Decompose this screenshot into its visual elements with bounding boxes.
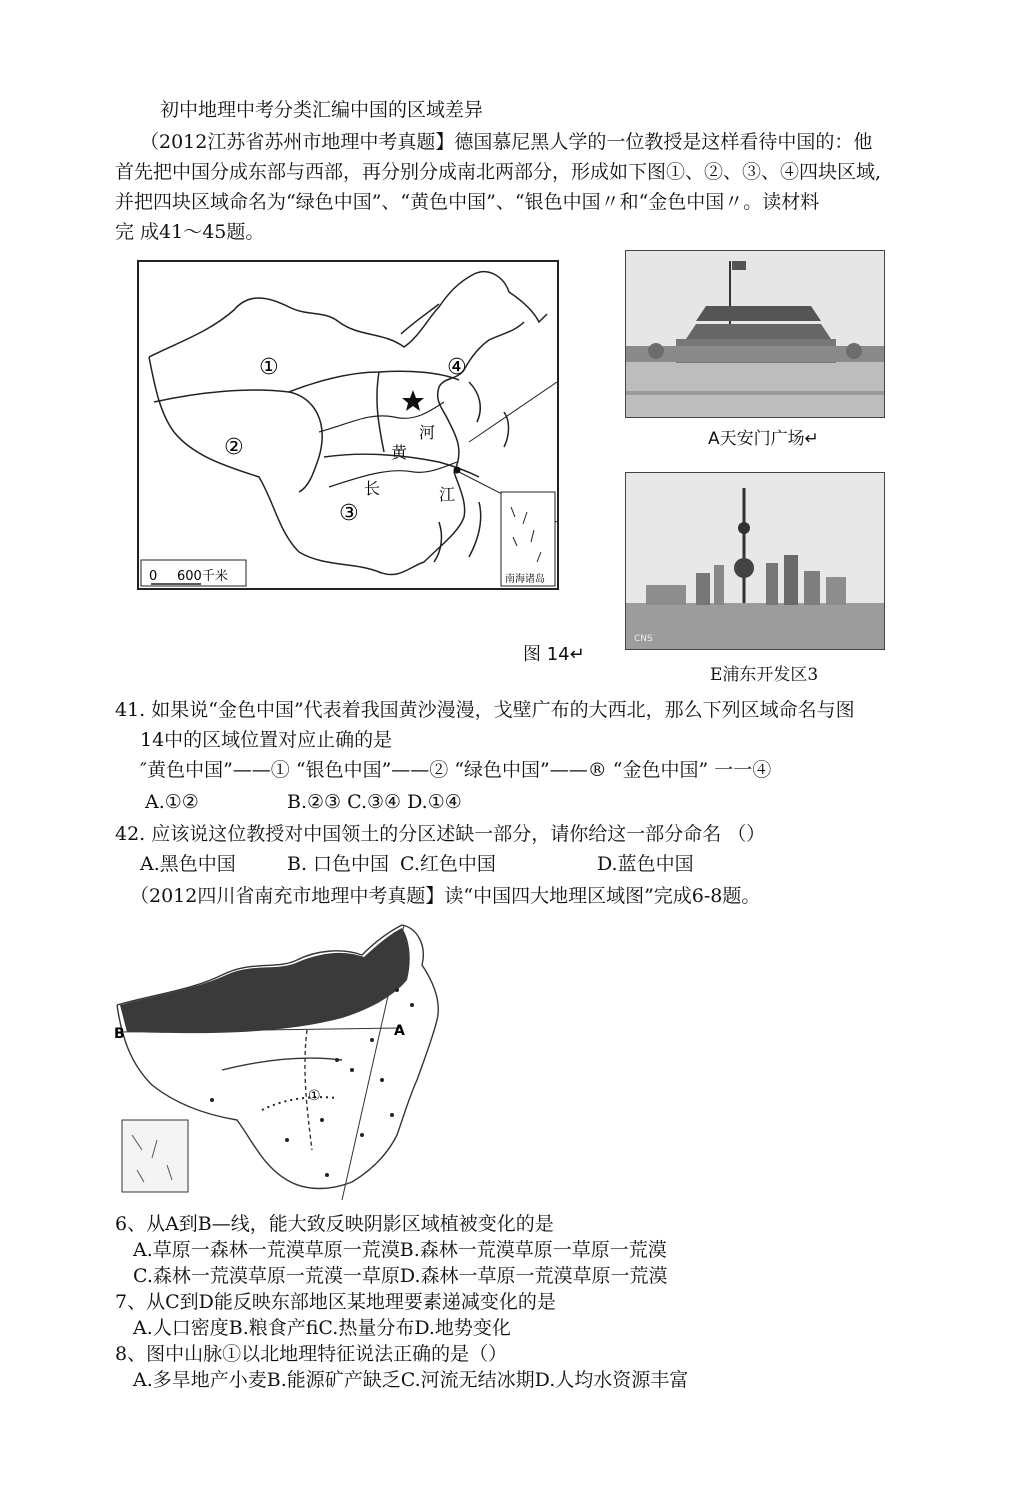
intro-line-2: 首先把中国分成东部与西部，再分别分成南北两部分，形成如下图①、②、③、④四块区域,	[115, 161, 882, 183]
q7-stem: 7、从C到D能反映东部地区某地理要素递减变化的是	[115, 1291, 556, 1313]
river-label-jiang: 江	[439, 485, 456, 504]
region-label-1: ①	[259, 355, 279, 380]
region-label-4: ④	[447, 355, 467, 380]
region-label-2: ②	[224, 435, 244, 460]
q6-stem: 6、从A到B—线，能大致反映阴影区域植被变化的是	[115, 1213, 554, 1235]
q42-option-c: C.红色中国	[400, 853, 496, 875]
intro-line-4: 完 成41〜45题。	[115, 221, 265, 243]
four-regions-map-drawing	[112, 920, 457, 1210]
q41-stem-3: ″黄色中国”——① “银色中国”——② “绿色中国”——® “金色中国” 一一④	[140, 759, 772, 781]
intro-line-3: 并把四块区域命名为“绿色中国”、“黄色中国”、“银色中国〃和“金色中国〃。读材料	[115, 191, 820, 213]
q42-stem: 42. 应该说这位教授对中国领土的分区述缺一部分，请你给这一部分命名 （）	[115, 823, 766, 845]
q42-option-d: D.蓝色中国	[597, 853, 694, 875]
photo-tiananmen	[625, 250, 885, 418]
document-title: 初中地理中考分类汇编中国的区域差异	[160, 99, 484, 121]
q7-options-line-1: A.人口密度B.粮食产fiC.热量分布D.地势变化	[133, 1317, 511, 1339]
inset-label: 南海诸岛	[505, 574, 545, 585]
river-label-huang: 黄	[391, 443, 408, 462]
q41-option-a: A.①②	[145, 791, 199, 813]
q41-stem-2: 14中的区域位置对应止确的是	[140, 729, 393, 751]
shaded-northwest-region	[120, 928, 410, 1033]
q8-options-line-1: A.多旱地产小麦B.能源矿产缺乏C.河流无结冰期D.人均水资源丰富	[133, 1369, 689, 1391]
scale-distance-label: 600千米	[177, 569, 228, 584]
region-label-3: ③	[339, 501, 359, 526]
figure-14-caption: 图 14↵	[523, 644, 585, 665]
photo-a-caption: A天安门广场↵	[708, 429, 819, 449]
shanghai-dot	[454, 467, 461, 474]
q42-option-a: A.黑色中国	[140, 853, 236, 875]
map2-label-a: A	[394, 1023, 405, 1039]
photo-b-caption: E浦东开发区3	[710, 665, 819, 685]
photo-pudong	[625, 472, 885, 650]
map2-label-1: ①	[308, 1088, 321, 1104]
scale-zero-label: 0	[149, 569, 158, 584]
q6-options-line-1: A.草原一森林一荒漠草原一荒漠B.森林一荒漠草原一草原一荒漠	[133, 1239, 667, 1261]
south-sea-inset	[122, 1120, 188, 1192]
q41-options-bcd: B.②③ C.③④ D.①④	[287, 791, 462, 813]
q8-stem: 8、图中山脉①以北地理特征说法正确的是（）	[115, 1343, 508, 1365]
map2-label-b: B	[114, 1026, 125, 1042]
capital-star-icon	[402, 390, 424, 411]
south-china-sea-inset	[501, 492, 555, 586]
q42-option-b: B. 口色中国	[287, 853, 390, 875]
river-label-he: 河	[419, 423, 436, 442]
china-four-regions-map	[112, 920, 457, 1210]
china-region-map	[137, 260, 559, 590]
q6-options-line-2: C.森林一荒漠草原一荒漠一草原D.森林一草原一荒漠草原一荒漠	[133, 1265, 668, 1287]
section2-intro: （2012四川省南充市地理中考真题】读“中国四大地理区域图”完成6-8题。	[130, 885, 761, 907]
china-region-map-drawing	[139, 262, 557, 588]
pudong-image	[626, 473, 884, 649]
river-label-chang: 长	[364, 479, 381, 498]
scale-bar	[141, 560, 246, 586]
photo-b-watermark: CNS	[634, 634, 653, 644]
tiananmen-image	[626, 251, 884, 417]
q41-stem-1: 41. 如果说“金色中国”代表着我国黄沙漫漫，戈壁广布的大西北，那么下列区域命名与图	[115, 699, 855, 721]
intro-line-1: （2012江苏省苏州市地理中考真题】德国慕尼黑人学的一位教授是这样看待中国的：他	[140, 131, 873, 153]
